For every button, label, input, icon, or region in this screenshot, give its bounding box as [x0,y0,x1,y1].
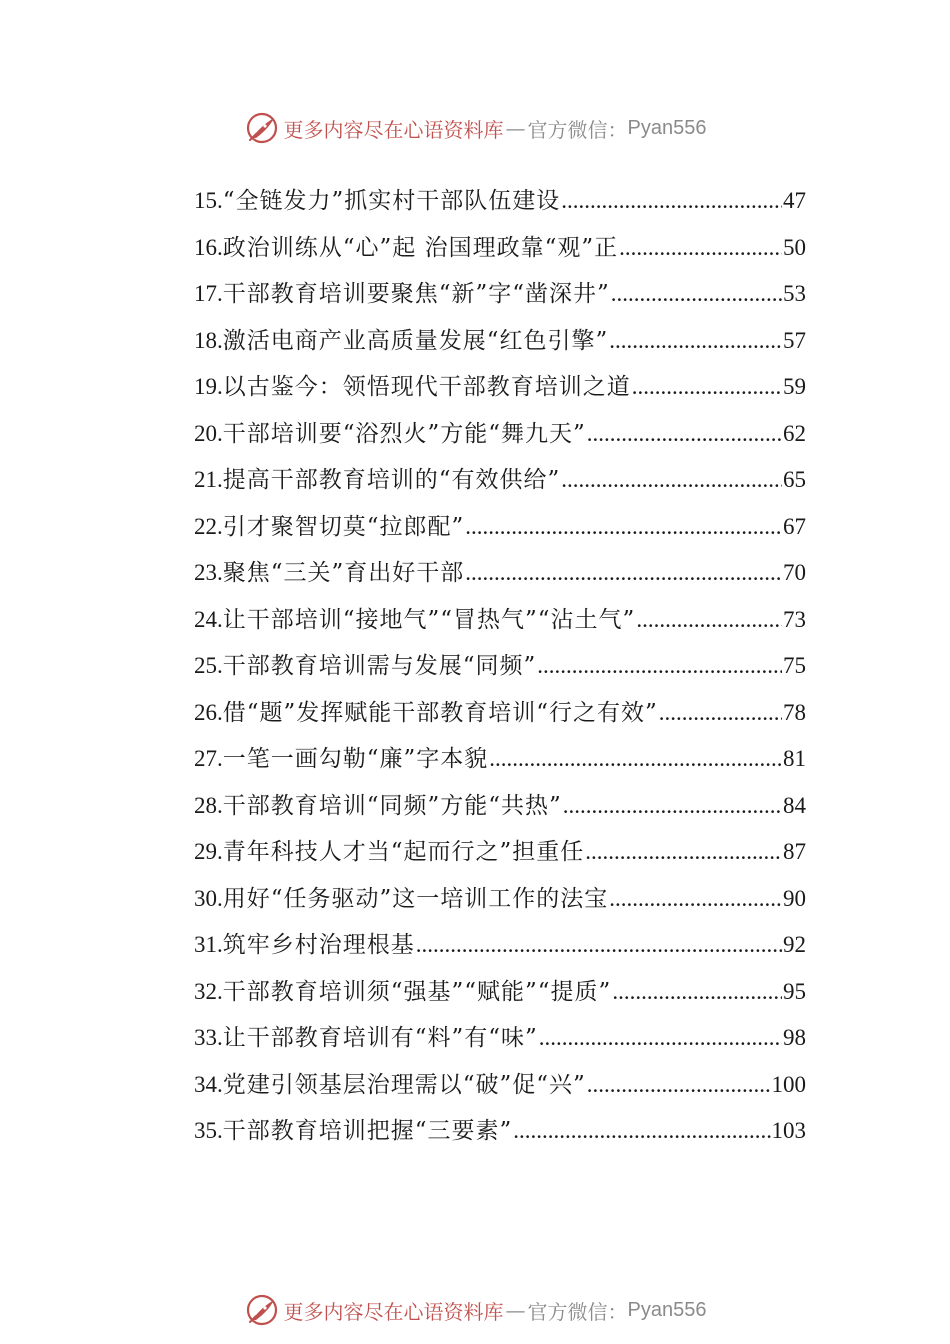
toc-entry[interactable] [194,876,806,923]
toc-entry-page: 90 [783,885,806,911]
toc-entry-title: 干部教育培训需与发展“同频” [222,653,537,679]
toc-entry-number: 22. [194,513,223,539]
toc-entry-title: “全链发力”抓实村干部队伍建设 [222,188,561,214]
toc-entry-title: 干部培训要“浴烈火”方能“舞九天” [222,420,586,447]
toc-entry-title: 干部教育培训把握“三要素” [222,1118,513,1144]
brand-dash: — [505,1298,526,1322]
toc-entry-title: 让干部教育培训有“料”有“味” [222,1025,538,1051]
toc-entry[interactable] [194,643,806,690]
toc-dot-leader [609,318,782,365]
toc-entry-title: 干部教育培训须“强基”“赋能”“提质” [222,978,612,1005]
toc-dot-leader [416,922,782,969]
toc-entry-page: 75 [783,653,806,678]
toc-dot-leader [611,271,782,318]
toc-entry-title: 干部教育培训要聚焦“新”字“凿深井” [222,281,610,307]
toc-entry-page: 73 [783,606,806,632]
brand-dash: — [505,116,526,140]
toc-entry[interactable] [194,922,806,969]
wechat-id: Pyan556 [627,116,707,139]
toc-entry[interactable] [194,550,806,597]
toc-dot-leader [561,178,782,225]
toc-entry-number: 27. [194,746,223,771]
brand-text: 更多内容尽在心语资料库 [283,117,504,142]
toc-entry-page: 47 [783,188,806,213]
toc-dot-leader [539,1015,782,1062]
toc-entry-title: 激活电商产业高质量发展“红色引擎” [222,327,609,354]
toc-entry-page: 50 [783,234,806,260]
toc-entry[interactable] [194,829,806,876]
toc-entry-page: 98 [783,1025,806,1050]
toc-dot-leader [612,969,782,1016]
toc-entry-number: 15. [194,188,223,213]
toc-entry[interactable] [194,411,806,458]
toc-entry-title: 政治训练从“心”起 治国理政靠“观”正 [222,234,619,261]
toc-entry-number: 23. [194,560,223,585]
toc-entry[interactable] [194,457,806,504]
toc-entry-number: 32. [194,978,223,1004]
toc-dot-leader [587,1062,771,1109]
toc-entry-number: 33. [194,1025,223,1050]
toc-entry-title: 借“题”发挥赋能干部教育培训“行之有效” [222,699,658,726]
toc-entry-number: 30. [194,885,223,911]
toc-entry-title: 青年科技人才当“起而行之”担重任 [222,839,585,865]
toc-entry[interactable] [194,1108,806,1155]
toc-entry-title: 以古鉴今：领悟现代干部教育培训之道 [222,374,631,400]
toc-entry-number: 19. [194,374,223,399]
toc-entry-page: 87 [783,839,806,864]
toc-entry-page: 53 [783,281,806,306]
toc-dot-leader [465,504,782,551]
toc-entry-number: 31. [194,932,223,957]
toc-entry-page: 65 [783,467,806,492]
toc-entry-page: 78 [783,699,806,725]
toc-entry[interactable] [194,1015,806,1062]
toc-entry[interactable] [194,318,806,365]
toc-entry-title: 用好“任务驱动”这一培训工作的法宝 [222,885,609,912]
toc-entry-title: 提高干部教育培训的“有效供给” [222,467,561,493]
toc-entry-number: 26. [194,699,223,725]
toc-dot-leader [561,457,782,504]
toc-entry-title: 党建引领基层治理需以“破”促“兴” [222,1071,586,1098]
toc-entry-title: 聚焦“三关”育出好干部 [222,560,465,586]
toc-entry-title: 干部教育培训“同频”方能“共热” [222,792,562,819]
toc-entry[interactable] [194,690,806,737]
toc-entry-title: 让干部培训“接地气”“冒热气”“沾土气” [222,606,636,633]
toc-entry-number: 35. [194,1118,223,1143]
wechat-label: 官方微信： [527,117,628,142]
toc-dot-leader [585,829,782,876]
toc-entry-number: 16. [194,234,223,260]
page-footer [0,1290,950,1330]
toc-entry-page: 84 [783,792,806,818]
toc-entry-page: 62 [783,420,806,446]
toc-entry-number: 29. [194,839,223,864]
toc-entry-title: 一笔一画勾勒“廉”字本貌 [222,746,489,772]
toc-entry[interactable] [194,178,806,225]
wechat-label: 官方微信： [527,1299,628,1324]
toc-entry-number: 20. [194,420,223,446]
pen-nib-logo-icon [244,1292,280,1328]
wechat-id: Pyan556 [627,1298,707,1321]
toc-dot-leader [659,690,782,737]
toc-entry[interactable] [194,597,806,644]
toc-entry[interactable] [194,364,806,411]
toc-dot-leader [632,364,782,411]
brand-text: 更多内容尽在心语资料库 [283,1299,504,1324]
toc-entry[interactable] [194,969,806,1016]
toc-entry-page: 70 [783,560,806,585]
table-of-contents [194,178,806,1155]
toc-entry[interactable] [194,1062,806,1109]
toc-entry-number: 34. [194,1071,223,1097]
toc-entry[interactable] [194,225,806,272]
toc-entry-number: 18. [194,327,223,353]
toc-entry-number: 25. [194,653,223,678]
pen-nib-logo-icon [244,110,280,146]
toc-dot-leader [465,550,782,597]
toc-entry[interactable] [194,736,806,783]
toc-entry-page: 95 [783,978,806,1004]
toc-entry-number: 17. [194,281,223,306]
toc-dot-leader [609,876,782,923]
toc-dot-leader [563,783,782,830]
toc-entry-page: 100 [771,1071,806,1097]
toc-entry-page: 59 [783,374,806,399]
toc-entry-title: 筑牢乡村治理根基 [222,932,415,958]
toc-entry[interactable] [194,271,806,318]
toc-entry-number: 24. [194,606,223,632]
toc-dot-leader [513,1108,770,1155]
toc-entry-page: 103 [771,1118,806,1143]
toc-entry-number: 28. [194,792,223,818]
toc-dot-leader [489,736,782,783]
toc-dot-leader [619,225,782,272]
toc-entry-number: 21. [194,467,223,492]
toc-entry-page: 81 [783,746,806,771]
page-header [0,108,950,148]
toc-entry-title: 引才聚智切莫“拉郎配” [222,513,465,540]
toc-entry[interactable] [194,783,806,830]
toc-dot-leader [636,597,782,644]
toc-entry-page: 67 [783,513,806,539]
toc-entry-page: 92 [783,932,806,957]
toc-entry-page: 57 [783,327,806,353]
toc-dot-leader [537,643,782,690]
toc-entry[interactable] [194,504,806,551]
toc-dot-leader [587,411,782,458]
